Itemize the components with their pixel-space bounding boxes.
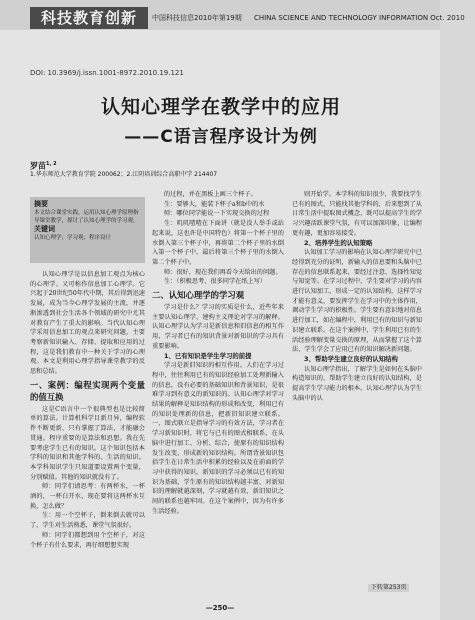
- journal-info: [152, 14, 465, 23]
- article-subtitle: ——C语言程序设计为例: [124, 127, 318, 147]
- article-title: 认知心理学在教学中的应用: [100, 96, 341, 118]
- author-name: 罗苗: [30, 161, 46, 171]
- paragraph: 生：要够大，能装下杯子a和b中的水: [164, 200, 265, 208]
- page-number: —250—: [205, 604, 235, 612]
- paragraph: 生：叽叽喳喳在下面讲（就是没人举手或站起来说，这也许是中国特色）将第一个杯子里的水倒入第三个杯子中，再将第二个杯子里的水倒入第一个杯子中，最后将第三个杯子里的水倒入第二个杯子中。: [152, 220, 284, 266]
- journal-name-cn: 中国科技信息2010年第19期: [152, 14, 242, 22]
- abstract-box: [30, 197, 145, 263]
- subsection-heading: 3、帮助学生建立良好的认知结构: [304, 354, 398, 363]
- abstract-heading: 摘要: [34, 200, 48, 208]
- keywords-text: 认知心理学；学习观；程序设计: [34, 235, 112, 241]
- paragraph: 师：哪位同学能说一下实现交换的过程: [164, 210, 270, 218]
- author: [30, 159, 57, 172]
- column-logo: 科技教育创新: [30, 7, 148, 29]
- paragraph: 的过程，并在黑板上画三个杯子。: [164, 191, 257, 198]
- paragraph: 这是C语言中一个很典型也是比较简单的算法。计算机科学目新月异，编程软件不断更新，只有掌握了算法，才能融会贯通。程序重要的是算法和思想。我在先要考虑学生已有的知识。这个知识包括本学科的知识和其他学科的、生活的知识。本学科知识学生只知道要设置两个变量，分别赋值。其他的知识就没有了。: [30, 405, 145, 481]
- paragraph: 认知加工学习的影响在认知心理学研究中已经得到充分的证明，新输入的信息要和头脑中已存在的信息联系起来，要经过注意、选择性知觉与知觉等。在学习过程中，学生要对学习的内容进行认知加工，形成一定的认知结构，这样学习才能有意义，要发挥学生在学习中的主体作用，调动学生学习的积极性。学生要有意识地对信息进行加工，如在编程中，利用已有的知识与新知识建立联系。在这个案例中，学生利用已有的生活经验理解变量交换的原理，从而掌握了这个算法，学生学会了应用已有的知识解决新问题。: [292, 249, 422, 354]
- paragraph: 师：同学们请思考：有两杯水，一杯酒的，一杯白开水，现在要将这两杯水互换，怎么做？: [30, 483, 145, 510]
- keywords-heading: 关键词: [34, 225, 55, 233]
- paragraph: 认知心理学是以信息加工观点为核心的心理学。又可称作信息加工心理学。它兴起于20世纪50年代中期，其后得到迅速发展，成为当今心理学发展的主流，并逐渐渗透到社会生活各个领域的研究中尤其对教育产生了重大的影响。当代认知心理学采用信息加工的观点来研究问题，主要考察新知识输入、存储、提取和应用的过程，这是我们教育中一种关于学习的心理观。本文是利用心理学指导课堂教学的反思和总结。: [30, 271, 145, 376]
- text-column-1: [30, 270, 145, 590]
- affiliation: 1.华东师范大学教育学院 200062；2.江阴培训综合高职中学 214407: [30, 171, 218, 178]
- author-affil-marks: 1, 2: [46, 161, 57, 167]
- abstract-text: 本文结合课堂实践，运用认知心理学原理指导课堂教学，探讨了认知心理学的学习观。: [34, 210, 139, 224]
- paragraph: 师：同学们都想到用个空杯子，对这个杯子有什么要求，再仔细想想实现: [30, 531, 145, 549]
- subsection-heading: 1、已有知识是学生学习的前提: [164, 351, 252, 360]
- section-heading: 一、案例：编程实现两个变量的值互换: [30, 379, 145, 402]
- continued-note: 下转第253页: [368, 584, 409, 592]
- paragraph: 师：很好，现在我们再看今天给出的问题。: [164, 268, 282, 276]
- subsection-heading: 2、培养学生的认知策略: [304, 238, 373, 247]
- paragraph: 学习是什么？学习的实质是什么，近些年来主要认知心理学、建构主义理论对学习的解释。认知心理学认为学习是新信息和旧信息的相互作用，学习者已有的知识背景对新知识的学习具有重要影响。: [152, 304, 284, 350]
- paragraph: 生：（积极思考，很多同学在纸上写）: [164, 278, 267, 286]
- paragraph: 生：用一个空杯子，倒来倒去就可以了，学生对生活熟悉，课堂气氛很好。: [30, 512, 145, 530]
- paragraph: 认知心理学指出，了解学生是如何在头脑中构造知识的，帮助学生建立良好的认知结构，是提高学生学习能力的根本。认知心理学认为学生头脑中的认: [292, 365, 422, 402]
- doi: DOI: 10.3969/j.issn.1001-8972.2010.19.121: [30, 69, 184, 77]
- text-column-2: [152, 190, 284, 590]
- journal-name-en: CHINA SCIENCE AND TECHNOLOGY INFORMATION Oct. 2010: [253, 14, 465, 22]
- paragraph: 则开始学。本学科的知识很少，我要找学生已有的图式，只能找其他学科的，后来想到了从日常生活中提取图式概念，既可以提高学生的学习兴趣活跃课堂气氛，有可以加深印象，让编程更有趣，更加容易接受。: [292, 191, 422, 237]
- text-column-3: [292, 190, 422, 590]
- section-heading: 二、认知心理学的学习观: [152, 290, 245, 301]
- journal-header: [0, 0, 465, 30]
- paragraph: 学习是新旧知识的相互作用。人们在学习过程中，往往利用已有的知识经验加工处理新输入的信息，没有必要的基础知识和背景知识，是很难学习到有意义的新知识的。认知心理学对学习结果的解释是知识结构的形成和改变，利用已有的知识处理新的信息，把新旧知识建立联系。一、图式联立是指导学习的有效方法，学习者在学习新知识时，将它与已有的图式相联系，在头脑中进行加工、分析、综合，使原有的知识结构发生改变，形成新的知识结构。所谓背景知识包括学生在日常生活中积累的经验以及在前面的学习中获得的知识。新知识的学习必须以已有的知识为基础，学生原有的知识结构越丰富，对新知识的理解就越深刻，学习就越有效，新旧知识之间的联系也越牢固。在这个案例中，因为有许多生活经验。: [152, 362, 284, 515]
